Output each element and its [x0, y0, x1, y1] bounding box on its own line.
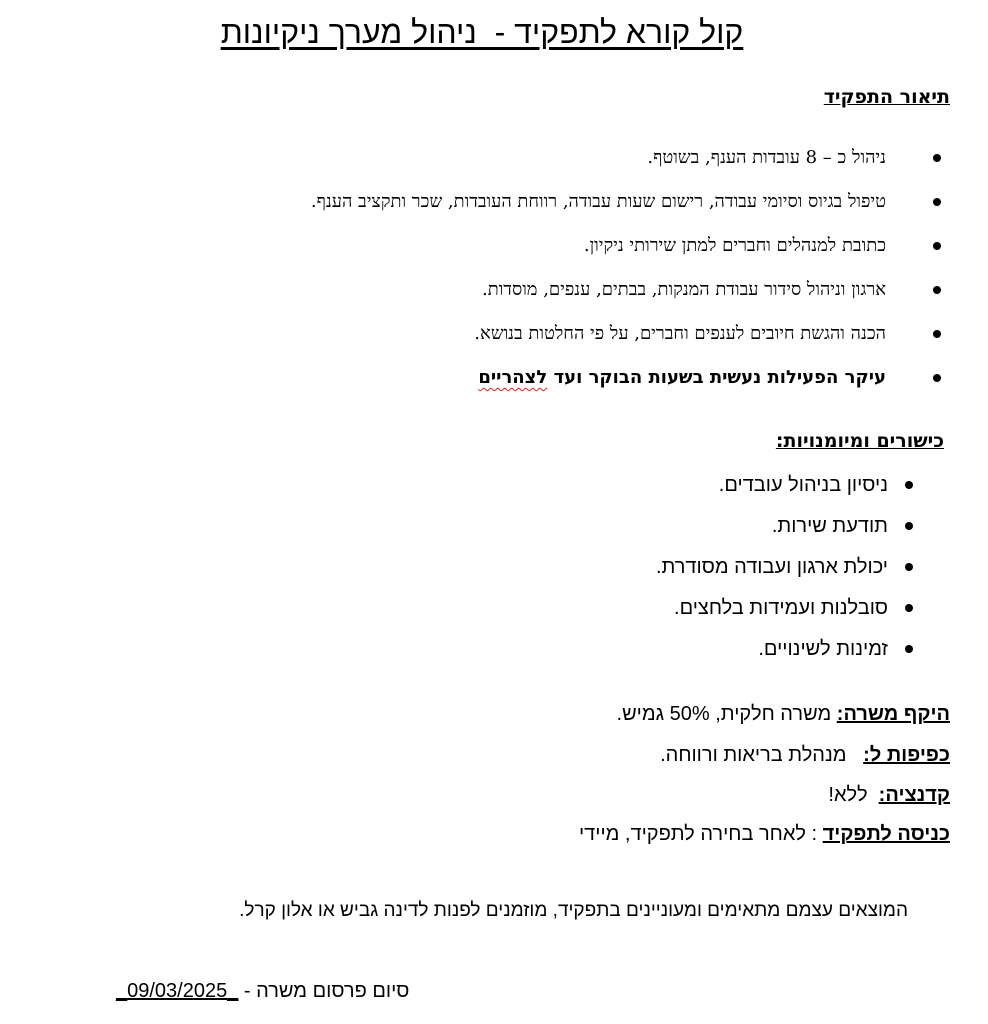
spellcheck-flagged-word: לצהריים — [478, 367, 548, 388]
bullet-icon — [905, 563, 913, 571]
list-item: יכולת ארגון ועבודה מסודרת. — [656, 548, 888, 589]
posting-end-label: סיום פרסום משרה - — [243, 980, 410, 1002]
list-item: טיפול בגיוס וסיומי עבודה, רישום שעות עבודה, רווחת העובדות, שכר ותקציב הענף. — [311, 184, 886, 228]
start-date-label: כניסה לתפקיד — [822, 823, 950, 845]
list-item: כתובת למנהלים וחברים למתן שירותי ניקיון. — [311, 228, 886, 272]
job-scope-value: משרה חלקית, 50% גמיש. — [616, 703, 832, 725]
tenure-line — [828, 784, 950, 807]
list-item: תודעת שירות. — [656, 507, 888, 548]
list-item: זמינות לשינויים. — [656, 630, 888, 671]
role-description-heading: תיאור התפקיד — [823, 86, 950, 108]
bullet-icon — [933, 330, 941, 338]
start-date-line — [579, 823, 950, 846]
bullet-icon — [933, 286, 941, 294]
posting-end-date: _09/03/2025_ — [116, 980, 239, 1002]
closing-paragraph: המוצאים עצמם מתאימים ומעוניינים בתפקיד, מוזמנים לפנות לדינה גביש או אלון קרל. — [239, 900, 908, 921]
list-item: הכנה והגשת חיובים לענפים וחברים, על פי החלטות בנושא. — [311, 316, 886, 360]
posting-end-line — [116, 980, 409, 1003]
bullet-icon — [933, 374, 941, 382]
bullet-icon — [933, 242, 941, 250]
qualifications-list — [656, 466, 888, 671]
list-item: ארגון וניהול סידור עבודת המנקות, בבתים, ענפים, מוסדות. — [311, 272, 886, 316]
job-scope-label: היקף משרה: — [836, 703, 950, 725]
reports-to-label: כפיפות ל: — [863, 744, 950, 766]
qualifications-heading: כישורים ומיומנויות: — [775, 430, 944, 452]
list-item: עיקר הפעילות נעשית בשעות הבוקר ועד לצהריים — [311, 360, 886, 404]
role-duties-list — [311, 140, 886, 404]
bullet-icon — [933, 154, 941, 162]
reports-to-value: מנהלת בריאות ורווחה. — [660, 744, 847, 766]
start-date-value: : לאחר בחירה לתפקיד, מיידי — [578, 823, 818, 845]
tenure-value: ללא! — [828, 784, 868, 806]
list-item: סובלנות ועמידות בלחצים. — [656, 589, 888, 630]
bullet-icon — [905, 604, 913, 612]
reports-to-line — [660, 744, 950, 767]
list-item: ניסיון בניהול עובדים. — [656, 466, 888, 507]
list-item: ניהול כ – 8 עובדות הענף, בשוטף. — [311, 140, 886, 184]
bullet-icon — [933, 198, 941, 206]
job-scope-line — [617, 703, 950, 726]
bullet-icon — [905, 522, 913, 530]
bullet-icon — [905, 645, 913, 653]
page-title: קול קורא לתפקיד - ניהול מערך ניקיונות — [220, 14, 744, 50]
bullet-icon — [905, 481, 913, 489]
tenure-label: קדנציה: — [878, 784, 950, 806]
